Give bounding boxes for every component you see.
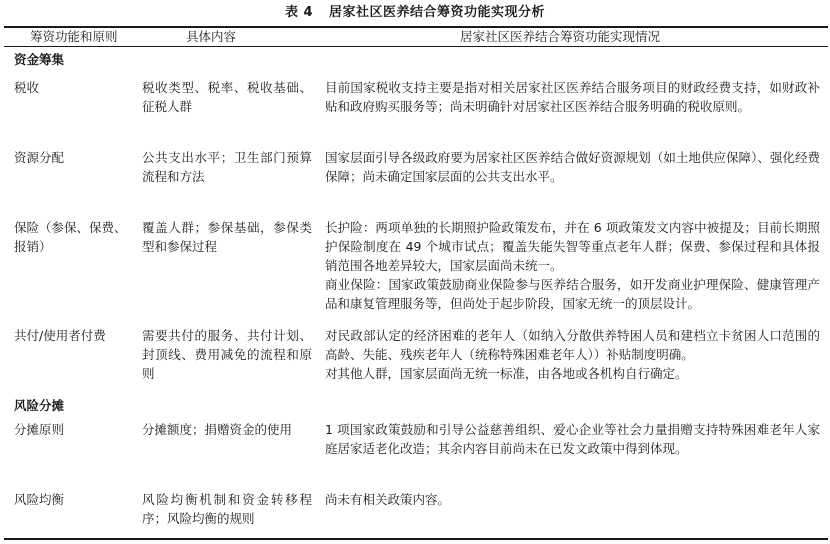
table-number: 表 4 <box>284 5 314 20</box>
table-caption <box>0 4 830 22</box>
section-title-risk-sharing: 风险分摊 <box>14 398 65 413</box>
row-status <box>325 420 820 458</box>
header-status: 居家社区医养结合筹资功能实现情况 <box>460 29 661 44</box>
status-paragraph: 商业保险：国家政策鼓励商业保险参与医养结合服务，如开发商业护理保险、健康管理产品和康复管理服务等，但尚处于起步阶段，国家无统一的顶层设计。 <box>325 277 820 311</box>
row-function: 税收 <box>14 80 40 95</box>
row-content: 分摊额度；捐赠资金的使用 <box>142 422 293 437</box>
row-function: 共付/使用者付费 <box>14 328 106 343</box>
status-paragraph: 长护险：两项单独的长期照护险政策发布，并在 6 项政策发文内容中被提及；目前长期照护保险制度在 49 个城市试点；覆盖失能失智等重点老年人群；保费、参保过程和具体报销范围各地差异较大，国家层面尚未统一。 <box>325 220 820 273</box>
row-function: 分摊原则 <box>14 422 65 437</box>
section-title-fundraising: 资金筹集 <box>14 52 65 67</box>
row-content: 税收类型、税率、税收基础、征税人群 <box>142 80 312 114</box>
row-status <box>325 326 820 383</box>
row-content: 公共支出水平；卫生部门预算流程和方法 <box>142 150 312 184</box>
row-content: 风险均衡机制和资金转移程序；风险均衡的规则 <box>142 492 312 526</box>
top-rule <box>4 26 828 28</box>
status-paragraph: 目前国家税收支持主要是指对相关居家社区医养结合服务项目的财政经费支持，如财政补贴和政府购买服务等；尚未明确针对居家社区医养结合服务明确的税收原则。 <box>325 80 820 114</box>
header-rule <box>4 46 828 47</box>
row-status <box>325 218 820 313</box>
table-title: 居家社区医养结合筹资功能实现分析 <box>329 5 546 20</box>
row-function: 保险（参保、保费、报销） <box>14 220 127 254</box>
status-paragraph: 尚未有相关政策内容。 <box>325 492 451 507</box>
header-content: 具体内容 <box>186 29 237 44</box>
row-content: 需要共付的服务、共付计划、封顶线、费用减免的流程和原则 <box>142 328 312 381</box>
row-status <box>325 490 820 509</box>
row-function: 资源分配 <box>14 150 65 165</box>
status-paragraph: 对其他人群，国家层面尚无统一标准，由各地或各机构自行确定。 <box>325 366 688 381</box>
bottom-rule <box>4 538 828 540</box>
row-status <box>325 78 820 116</box>
status-paragraph: 1 项国家政策鼓励和引导公益慈善组织、爱心企业等社会力量捐赠支持特殊困难老年人家庭居家适老化改造；其余内容目前尚未在已发文政策中得到体现。 <box>325 422 820 456</box>
header-function: 筹资功能和原则 <box>30 29 118 44</box>
status-paragraph: 对民政部认定的经济困难的老年人（如纳入分散供养特困人员和建档立卡贫困人口范围的高龄、失能、残疾老年人（统称特殊困难老年人））补贴制度明确。 <box>325 328 820 362</box>
row-content: 覆盖人群；参保基础，参保类型和参保过程 <box>142 220 312 254</box>
row-function: 风险均衡 <box>14 492 65 507</box>
row-status <box>325 148 820 186</box>
status-paragraph: 国家层面引导各级政府要为居家社区医养结合做好资源规划（如土地供应保障）、强化经费保障；尚未确定国家层面的公共支出水平。 <box>325 150 820 184</box>
